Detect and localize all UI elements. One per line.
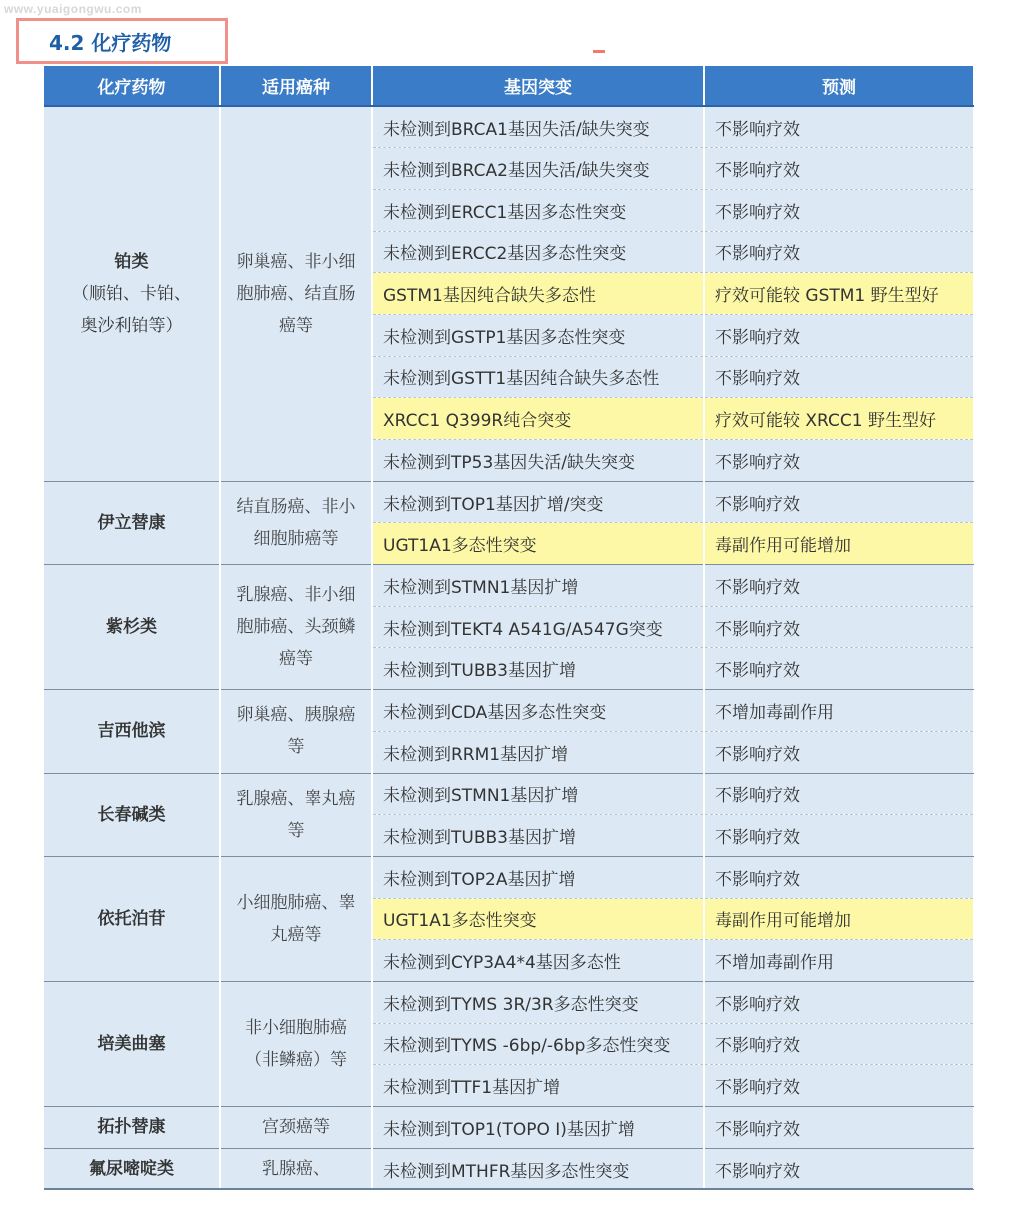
cancer-types: 卵巢癌、非小细胞肺癌、结直肠癌等 <box>236 251 356 336</box>
prediction-cell: 不影响疗效 <box>704 1148 973 1190</box>
table-body <box>44 106 973 1190</box>
prediction-cell: 不影响疗效 <box>704 981 973 1023</box>
gene-mutation-cell: 未检测到RRM1基因扩增 <box>372 731 704 773</box>
prediction-cell: 不影响疗效 <box>704 606 973 648</box>
prediction-cell: 不影响疗效 <box>704 731 973 773</box>
drug-cell <box>44 856 220 981</box>
prediction-cell: 不影响疗效 <box>704 440 973 482</box>
prediction-cell: 毒副作用可能增加 <box>704 523 973 565</box>
header-drug: 化疗药物 <box>44 66 220 106</box>
gene-mutation-cell: 未检测到TUBB3基因扩增 <box>372 815 704 857</box>
cancer-types: 宫颈癌等 <box>262 1117 330 1138</box>
drug-name: 紫杉类 <box>106 617 157 638</box>
cancer-cell <box>220 773 372 856</box>
prediction-cell: 毒副作用可能增加 <box>704 898 973 940</box>
gene-mutation-cell: 未检测到STMN1基因扩增 <box>372 565 704 607</box>
gene-mutation-cell: 未检测到ERCC2基因多态性突变 <box>372 231 704 273</box>
cancer-types: 非小细胞肺癌（非鳞癌）等 <box>245 1017 347 1070</box>
drug-name: 依托泊苷 <box>97 908 166 929</box>
chemo-drug-table <box>44 66 974 1190</box>
cancer-types: 小细胞肺癌、睾丸癌等 <box>236 892 356 945</box>
drug-name: 拓扑替康 <box>97 1117 166 1138</box>
gene-mutation-cell: GSTM1基因纯合缺失多态性 <box>372 273 704 315</box>
drug-cell <box>44 1107 220 1149</box>
prediction-cell: 不影响疗效 <box>704 1065 973 1107</box>
cancer-types: 乳腺癌、 <box>262 1159 330 1180</box>
gene-mutation-cell: 未检测到GSTT1基因纯合缺失多态性 <box>372 356 704 398</box>
drug-cell <box>44 481 220 564</box>
drug-name: 铂类 <box>114 251 149 272</box>
cancer-cell <box>220 1148 372 1190</box>
drug-cell <box>44 106 220 481</box>
prediction-cell: 不影响疗效 <box>704 314 973 356</box>
drug-cell <box>44 565 220 690</box>
gene-mutation-cell: 未检测到CYP3A4*4基因多态性 <box>372 940 704 982</box>
gene-mutation-cell: 未检测到TP53基因失活/缺失突变 <box>372 440 704 482</box>
table-row <box>44 1148 973 1190</box>
prediction-cell: 不影响疗效 <box>704 356 973 398</box>
prediction-cell: 不影响疗效 <box>704 148 973 190</box>
cancer-types: 结直肠癌、非小细胞肺癌等 <box>236 496 356 549</box>
gene-mutation-cell: 未检测到TYMS -6bp/-6bp多态性突变 <box>372 1023 704 1065</box>
drug-cell <box>44 981 220 1106</box>
gene-mutation-cell: 未检测到BRCA2基因失活/缺失突变 <box>372 148 704 190</box>
cancer-cell <box>220 856 372 981</box>
drug-cell <box>44 773 220 856</box>
gene-mutation-cell: 未检测到TEKT4 A541G/A547G突变 <box>372 606 704 648</box>
drug-name: 长春碱类 <box>97 804 166 825</box>
prediction-cell: 不影响疗效 <box>704 565 973 607</box>
drug-name: 伊立替康 <box>97 512 166 533</box>
gene-mutation-cell: 未检测到MTHFR基因多态性突变 <box>372 1148 704 1190</box>
prediction-cell: 不影响疗效 <box>704 189 973 231</box>
cancer-cell <box>220 106 372 481</box>
gene-mutation-cell: 未检测到GSTP1基因多态性突变 <box>372 314 704 356</box>
table-row <box>44 1107 973 1149</box>
table-row <box>44 690 973 732</box>
gene-mutation-cell: 未检测到BRCA1基因失活/缺失突变 <box>372 106 704 148</box>
prediction-cell: 疗效可能较 XRCC1 野生型好 <box>704 398 973 440</box>
table-row <box>44 565 973 607</box>
header-gene: 基因突变 <box>372 66 704 106</box>
drug-name: 吉西他滨 <box>97 721 166 742</box>
prediction-cell: 不影响疗效 <box>704 856 973 898</box>
gene-mutation-cell: 未检测到STMN1基因扩增 <box>372 773 704 815</box>
table-row <box>44 856 973 898</box>
cancer-types: 卵巢癌、胰腺癌等 <box>236 705 356 758</box>
gene-mutation-cell: 未检测到CDA基因多态性突变 <box>372 690 704 732</box>
prediction-cell: 不影响疗效 <box>704 1107 973 1149</box>
drug-cell <box>44 690 220 773</box>
cancer-cell <box>220 690 372 773</box>
prediction-cell: 不影响疗效 <box>704 481 973 523</box>
cancer-cell <box>220 1107 372 1149</box>
decorative-dash <box>593 50 605 53</box>
gene-mutation-cell: 未检测到TOP2A基因扩增 <box>372 856 704 898</box>
prediction-cell: 不影响疗效 <box>704 106 973 148</box>
prediction-cell: 不影响疗效 <box>704 815 973 857</box>
table-header-row <box>44 66 973 106</box>
gene-mutation-cell: UGT1A1多态性突变 <box>372 523 704 565</box>
prediction-cell: 不影响疗效 <box>704 1023 973 1065</box>
cancer-cell <box>220 565 372 690</box>
table-row <box>44 106 973 148</box>
gene-mutation-cell: 未检测到TOP1(TOPO I)基因扩增 <box>372 1107 704 1149</box>
header-cancer: 适用癌种 <box>220 66 372 106</box>
table-row <box>44 773 973 815</box>
prediction-cell: 不增加毒副作用 <box>704 940 973 982</box>
cancer-cell <box>220 481 372 564</box>
drug-name: 氟尿嘧啶类 <box>89 1159 174 1180</box>
prediction-cell: 不影响疗效 <box>704 773 973 815</box>
gene-mutation-cell: 未检测到TUBB3基因扩增 <box>372 648 704 690</box>
gene-mutation-cell: 未检测到TTF1基因扩增 <box>372 1065 704 1107</box>
cancer-cell <box>220 981 372 1106</box>
table-row <box>44 481 973 523</box>
prediction-cell: 不增加毒副作用 <box>704 690 973 732</box>
gene-mutation-cell: 未检测到ERCC1基因多态性突变 <box>372 189 704 231</box>
gene-mutation-cell: 未检测到TYMS 3R/3R多态性突变 <box>372 981 704 1023</box>
drug-note: （顺铂、卡铂、奥沙利铂等） <box>72 283 191 336</box>
prediction-cell: 不影响疗效 <box>704 231 973 273</box>
prediction-cell: 疗效可能较 GSTM1 野生型好 <box>704 273 973 315</box>
cancer-types: 乳腺癌、睾丸癌等 <box>236 788 356 841</box>
header-prediction: 预测 <box>704 66 973 106</box>
section-title: 4.2 化疗药物 <box>16 18 228 64</box>
cancer-types: 乳腺癌、非小细胞肺癌、头颈鳞癌等 <box>236 585 356 670</box>
watermark: www.yuaigongwu.com <box>4 2 142 16</box>
gene-mutation-cell: 未检测到TOP1基因扩增/突变 <box>372 481 704 523</box>
table-row <box>44 981 973 1023</box>
gene-mutation-cell: XRCC1 Q399R纯合突变 <box>372 398 704 440</box>
table-bottom-rule <box>44 1188 973 1190</box>
drug-name: 培美曲塞 <box>97 1033 166 1054</box>
gene-mutation-cell: UGT1A1多态性突变 <box>372 898 704 940</box>
prediction-cell: 不影响疗效 <box>704 648 973 690</box>
drug-cell <box>44 1148 220 1190</box>
